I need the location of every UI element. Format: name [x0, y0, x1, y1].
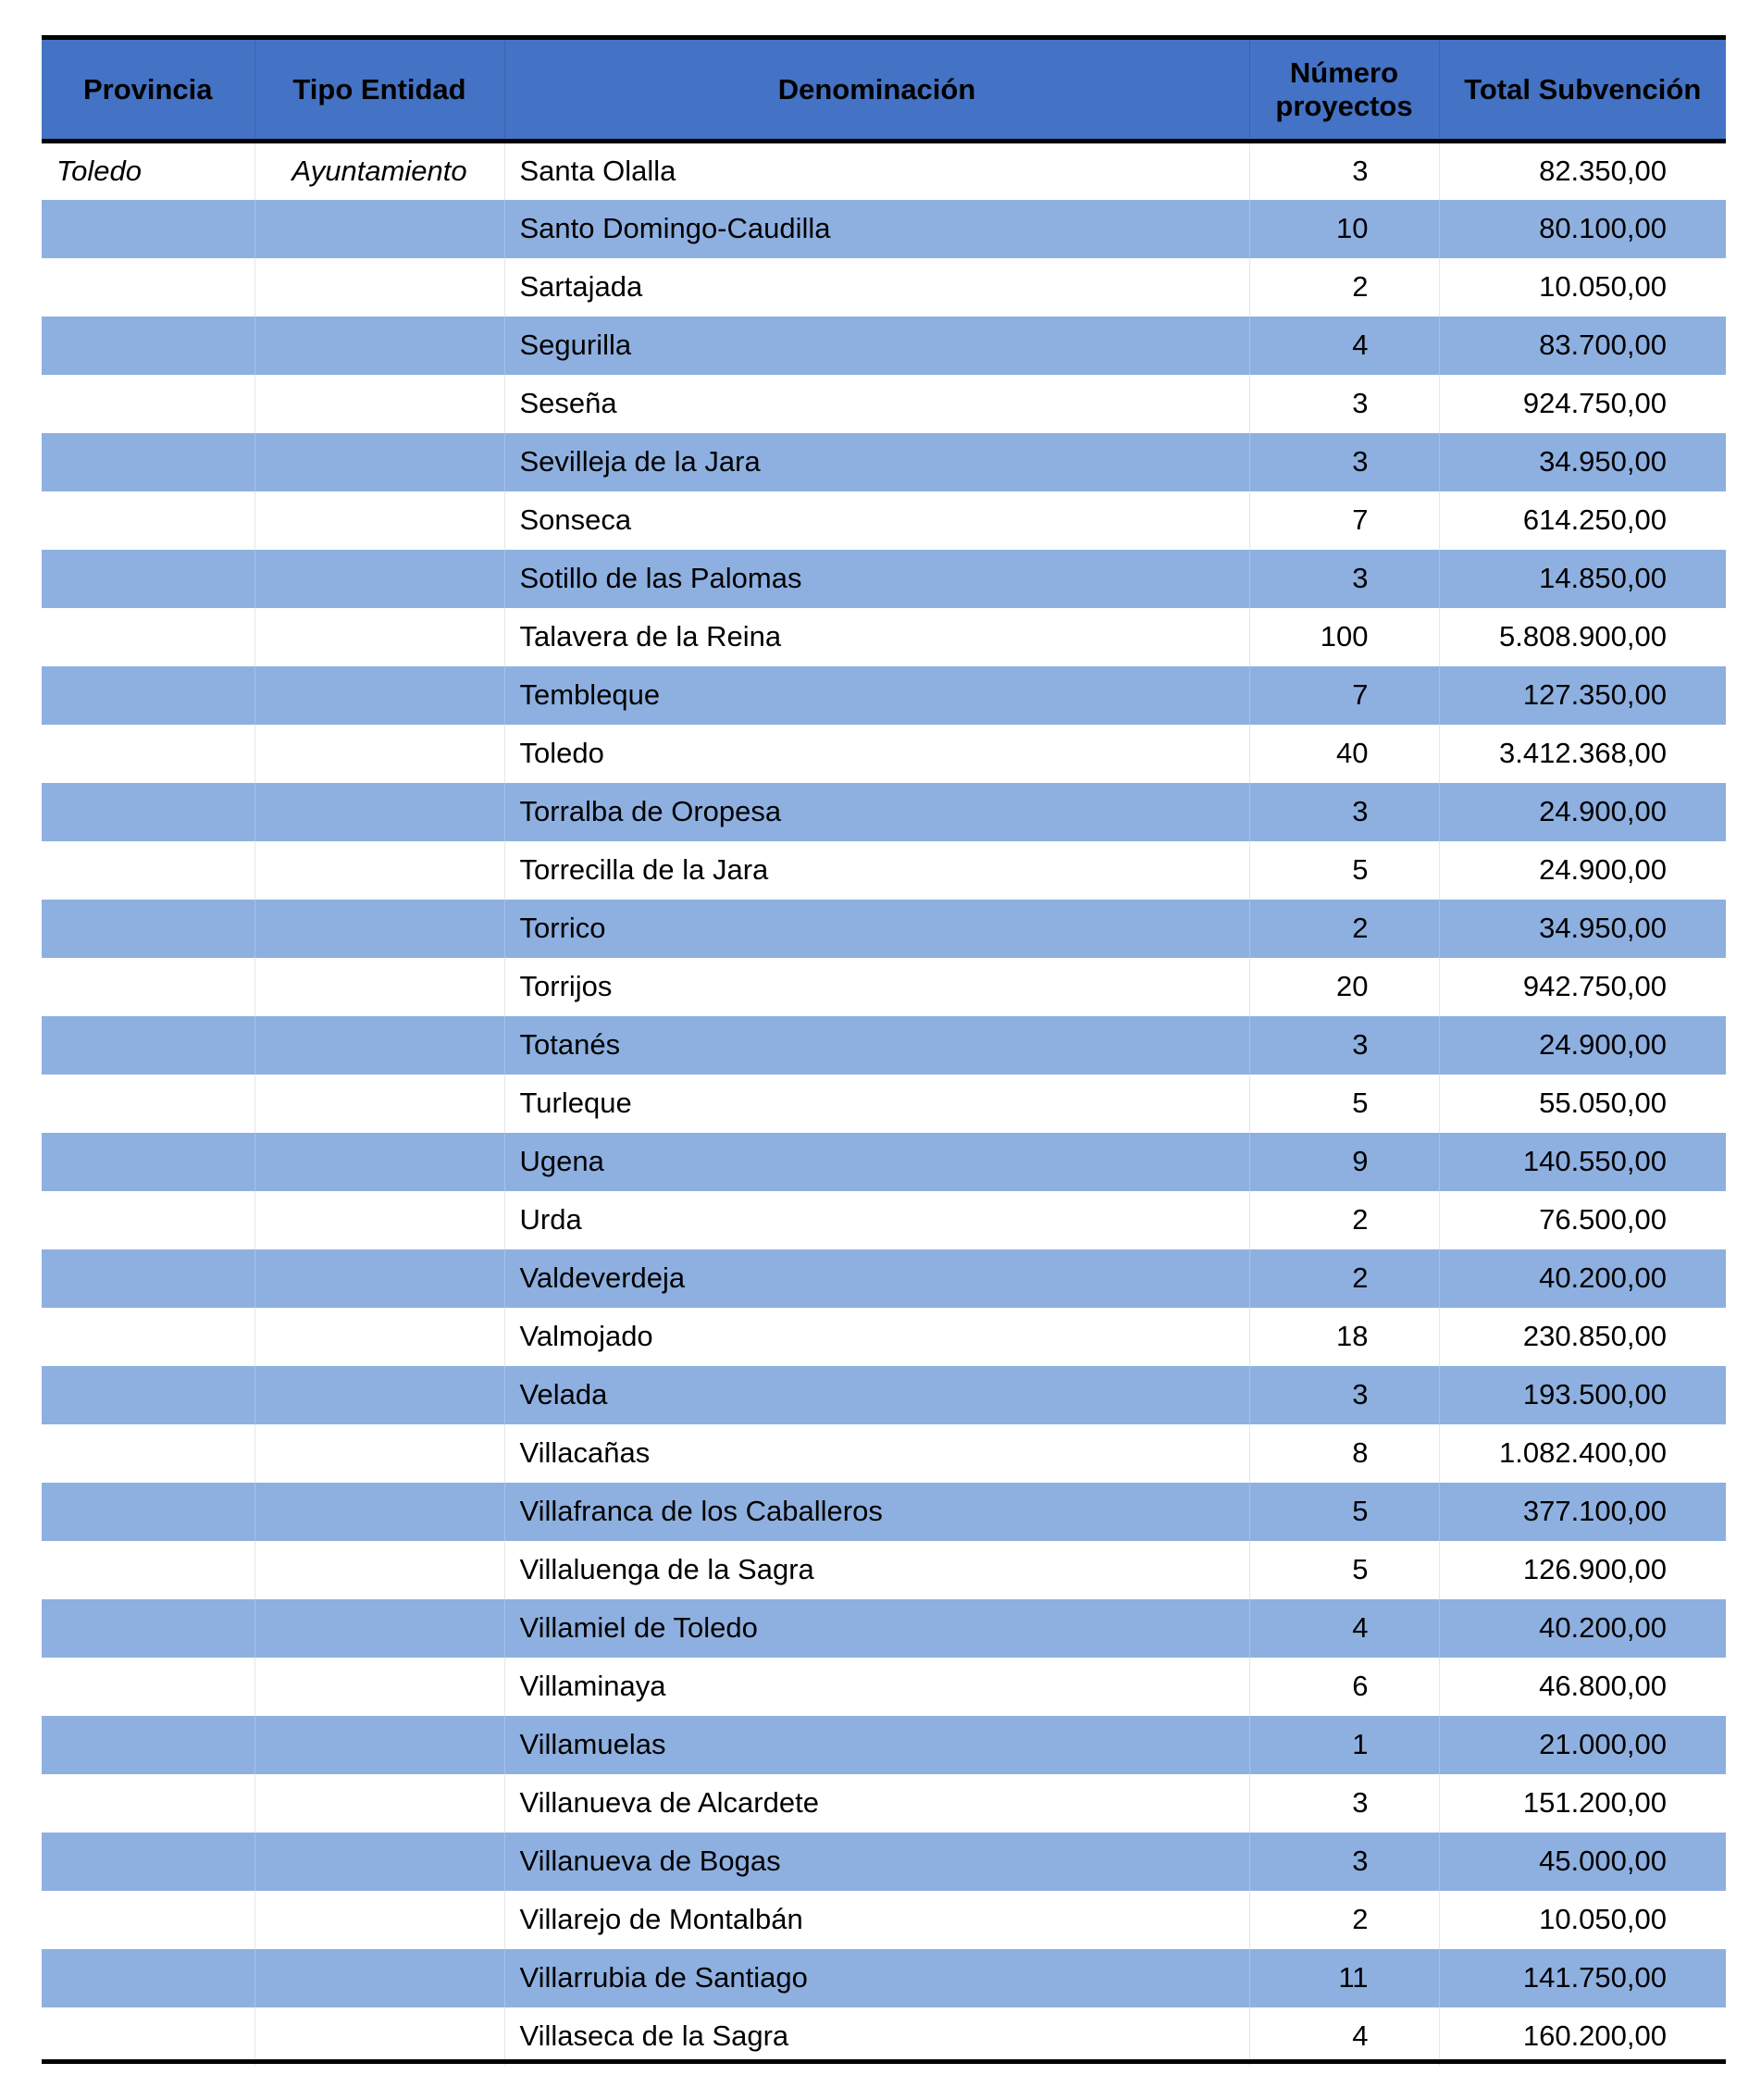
- total-subvencion-cell: 82.350,00: [1439, 142, 1726, 200]
- numero-proyectos-cell: 7: [1249, 666, 1439, 725]
- table-row: [42, 1366, 1726, 1424]
- denominacion-cell: Villacañas: [504, 1424, 1249, 1483]
- total-subvencion-cell: 193.500,00: [1439, 1366, 1726, 1424]
- numero-proyectos-cell: 2: [1249, 1891, 1439, 1949]
- tipo-entidad-cell: [254, 317, 504, 375]
- table-row: [42, 1599, 1726, 1658]
- numero-proyectos-cell: 10: [1249, 200, 1439, 258]
- provincia-cell: [42, 1424, 254, 1483]
- numero-proyectos-cell: 5: [1249, 841, 1439, 900]
- total-subvencion-cell: 924.750,00: [1439, 375, 1726, 433]
- numero-proyectos-cell: 9: [1249, 1133, 1439, 1191]
- numero-proyectos-cell: 4: [1249, 1599, 1439, 1658]
- numero-proyectos-cell: 20: [1249, 958, 1439, 1016]
- table-row: [42, 1016, 1726, 1075]
- header-numero-proyectos: Número proyectos: [1249, 38, 1439, 142]
- provincia-cell: [42, 1191, 254, 1249]
- provincia-cell: [42, 1599, 254, 1658]
- provincia-cell: [42, 2007, 254, 2066]
- table-row: [42, 375, 1726, 433]
- total-subvencion-cell: 83.700,00: [1439, 317, 1726, 375]
- tipo-entidad-cell: Ayuntamiento: [254, 142, 504, 200]
- total-subvencion-cell: 21.000,00: [1439, 1716, 1726, 1774]
- header-denominacion: Denominación: [504, 38, 1249, 142]
- denominacion-cell: Torrico: [504, 900, 1249, 958]
- total-subvencion-cell: 127.350,00: [1439, 666, 1726, 725]
- tipo-entidad-cell: [254, 666, 504, 725]
- table-row: [42, 841, 1726, 900]
- tipo-entidad-cell: [254, 1658, 504, 1716]
- table-row: [42, 550, 1726, 608]
- numero-proyectos-cell: 2: [1249, 258, 1439, 317]
- numero-proyectos-cell: 2: [1249, 1249, 1439, 1308]
- table-row: [42, 783, 1726, 841]
- denominacion-cell: Santa Olalla: [504, 142, 1249, 200]
- tipo-entidad-cell: [254, 1833, 504, 1891]
- numero-proyectos-cell: 18: [1249, 1308, 1439, 1366]
- table-bottom-rule: [42, 2059, 1726, 2064]
- tipo-entidad-cell: [254, 1541, 504, 1599]
- table-row: [42, 491, 1726, 550]
- denominacion-cell: Totanés: [504, 1016, 1249, 1075]
- total-subvencion-cell: 24.900,00: [1439, 841, 1726, 900]
- total-subvencion-cell: 14.850,00: [1439, 550, 1726, 608]
- denominacion-cell: Sonseca: [504, 491, 1249, 550]
- tipo-entidad-cell: [254, 1016, 504, 1075]
- numero-proyectos-cell: 3: [1249, 142, 1439, 200]
- provincia-cell: [42, 433, 254, 491]
- tipo-entidad-cell: [254, 783, 504, 841]
- header-total-subvencion: Total Subvención: [1439, 38, 1726, 142]
- total-subvencion-cell: 230.850,00: [1439, 1308, 1726, 1366]
- denominacion-cell: Torralba de Oropesa: [504, 783, 1249, 841]
- denominacion-cell: Ugena: [504, 1133, 1249, 1191]
- provincia-cell: [42, 1133, 254, 1191]
- denominacion-cell: Valmojado: [504, 1308, 1249, 1366]
- tipo-entidad-cell: [254, 200, 504, 258]
- provincia-cell: [42, 1949, 254, 2007]
- provincia-cell: [42, 1366, 254, 1424]
- provincia-cell: [42, 958, 254, 1016]
- provincia-cell: [42, 1249, 254, 1308]
- table-row: [42, 200, 1726, 258]
- tipo-entidad-cell: [254, 1774, 504, 1833]
- table-row: [42, 142, 1726, 200]
- table-row: [42, 1249, 1726, 1308]
- numero-proyectos-cell: 3: [1249, 1366, 1439, 1424]
- denominacion-cell: Sartajada: [504, 258, 1249, 317]
- numero-proyectos-cell: 5: [1249, 1483, 1439, 1541]
- denominacion-cell: Toledo: [504, 725, 1249, 783]
- total-subvencion-cell: 34.950,00: [1439, 433, 1726, 491]
- numero-proyectos-cell: 4: [1249, 2007, 1439, 2066]
- total-subvencion-cell: 55.050,00: [1439, 1075, 1726, 1133]
- table-row: [42, 1891, 1726, 1949]
- provincia-cell: [42, 1774, 254, 1833]
- total-subvencion-cell: 34.950,00: [1439, 900, 1726, 958]
- tipo-entidad-cell: [254, 375, 504, 433]
- total-subvencion-cell: 24.900,00: [1439, 1016, 1726, 1075]
- provincia-cell: [42, 1075, 254, 1133]
- tipo-entidad-cell: [254, 1191, 504, 1249]
- numero-proyectos-cell: 3: [1249, 783, 1439, 841]
- denominacion-cell: Villamuelas: [504, 1716, 1249, 1774]
- total-subvencion-cell: 126.900,00: [1439, 1541, 1726, 1599]
- total-subvencion-cell: 140.550,00: [1439, 1133, 1726, 1191]
- total-subvencion-cell: 10.050,00: [1439, 1891, 1726, 1949]
- total-subvencion-cell: 151.200,00: [1439, 1774, 1726, 1833]
- total-subvencion-cell: 1.082.400,00: [1439, 1424, 1726, 1483]
- denominacion-cell: Villaseca de la Sagra: [504, 2007, 1249, 2066]
- table-row: [42, 958, 1726, 1016]
- tipo-entidad-cell: [254, 900, 504, 958]
- denominacion-cell: Villamiel de Toledo: [504, 1599, 1249, 1658]
- provincia-cell: [42, 1833, 254, 1891]
- denominacion-cell: Segurilla: [504, 317, 1249, 375]
- provincia-cell: [42, 375, 254, 433]
- table-row: [42, 1075, 1726, 1133]
- provincia-cell: [42, 841, 254, 900]
- denominacion-cell: Torrijos: [504, 958, 1249, 1016]
- tipo-entidad-cell: [254, 433, 504, 491]
- table-row: [42, 1133, 1726, 1191]
- denominacion-cell: Velada: [504, 1366, 1249, 1424]
- tipo-entidad-cell: [254, 550, 504, 608]
- subsidy-table: [42, 35, 1726, 2066]
- numero-proyectos-cell: 3: [1249, 433, 1439, 491]
- total-subvencion-cell: 10.050,00: [1439, 258, 1726, 317]
- header-tipo-entidad-label: Tipo Entidad: [292, 72, 466, 106]
- tipo-entidad-cell: [254, 1075, 504, 1133]
- tipo-entidad-cell: [254, 958, 504, 1016]
- table-row: [42, 317, 1726, 375]
- table-row: [42, 433, 1726, 491]
- tipo-entidad-cell: [254, 1891, 504, 1949]
- numero-proyectos-cell: 100: [1249, 608, 1439, 666]
- table-header-row: [42, 38, 1726, 142]
- provincia-cell: [42, 900, 254, 958]
- denominacion-cell: Santo Domingo-Caudilla: [504, 200, 1249, 258]
- header-provincia: Provincia: [42, 38, 254, 142]
- total-subvencion-cell: 45.000,00: [1439, 1833, 1726, 1891]
- denominacion-cell: Talavera de la Reina: [504, 608, 1249, 666]
- tipo-entidad-cell: [254, 491, 504, 550]
- tipo-entidad-cell: [254, 2007, 504, 2066]
- total-subvencion-cell: 46.800,00: [1439, 1658, 1726, 1716]
- table-row: [42, 1424, 1726, 1483]
- table-row: [42, 1308, 1726, 1366]
- numero-proyectos-cell: 4: [1249, 317, 1439, 375]
- numero-proyectos-cell: 40: [1249, 725, 1439, 783]
- provincia-cell: [42, 608, 254, 666]
- denominacion-cell: Villaminaya: [504, 1658, 1249, 1716]
- provincia-cell: [42, 1716, 254, 1774]
- provincia-cell: [42, 725, 254, 783]
- table-body: [42, 142, 1726, 2066]
- table-row: [42, 1541, 1726, 1599]
- denominacion-cell: Tembleque: [504, 666, 1249, 725]
- tipo-entidad-cell: [254, 1599, 504, 1658]
- tipo-entidad-cell: [254, 1308, 504, 1366]
- denominacion-cell: Urda: [504, 1191, 1249, 1249]
- denominacion-cell: Turleque: [504, 1075, 1249, 1133]
- provincia-cell: [42, 550, 254, 608]
- provincia-cell: [42, 1483, 254, 1541]
- tipo-entidad-cell: [254, 1483, 504, 1541]
- provincia-cell: [42, 783, 254, 841]
- denominacion-cell: Villafranca de los Caballeros: [504, 1483, 1249, 1541]
- table-row: [42, 2007, 1726, 2066]
- numero-proyectos-cell: 5: [1249, 1075, 1439, 1133]
- total-subvencion-cell: 377.100,00: [1439, 1483, 1726, 1541]
- numero-proyectos-cell: 8: [1249, 1424, 1439, 1483]
- provincia-cell: [42, 491, 254, 550]
- numero-proyectos-cell: 6: [1249, 1658, 1439, 1716]
- provincia-cell: [42, 666, 254, 725]
- table-row: [42, 1949, 1726, 2007]
- numero-proyectos-cell: 5: [1249, 1541, 1439, 1599]
- table-row: [42, 666, 1726, 725]
- numero-proyectos-cell: 11: [1249, 1949, 1439, 2007]
- numero-proyectos-cell: 7: [1249, 491, 1439, 550]
- header-tipo-entidad: [254, 38, 504, 142]
- table-row: [42, 1774, 1726, 1833]
- tipo-entidad-cell: [254, 1249, 504, 1308]
- numero-proyectos-cell: 3: [1249, 1016, 1439, 1075]
- denominacion-cell: Sotillo de las Palomas: [504, 550, 1249, 608]
- total-subvencion-cell: 76.500,00: [1439, 1191, 1726, 1249]
- provincia-cell: [42, 258, 254, 317]
- provincia-cell: [42, 1308, 254, 1366]
- provincia-cell: Toledo: [56, 155, 142, 188]
- tipo-entidad-cell: [254, 841, 504, 900]
- total-subvencion-cell: 614.250,00: [1439, 491, 1726, 550]
- tipo-entidad-cell: [254, 1716, 504, 1774]
- tipo-entidad-cell: [254, 608, 504, 666]
- denominacion-cell: Torrecilla de la Jara: [504, 841, 1249, 900]
- numero-proyectos-cell: 2: [1249, 1191, 1439, 1249]
- provincia-cell: [42, 1016, 254, 1075]
- denominacion-cell: Villarejo de Montalbán: [504, 1891, 1249, 1949]
- total-subvencion-cell: 5.808.900,00: [1439, 608, 1726, 666]
- total-subvencion-cell: 80.100,00: [1439, 200, 1726, 258]
- denominacion-cell: Villaluenga de la Sagra: [504, 1541, 1249, 1599]
- numero-proyectos-cell: 1: [1249, 1716, 1439, 1774]
- numero-proyectos-cell: 2: [1249, 900, 1439, 958]
- table-row: [42, 608, 1726, 666]
- total-subvencion-cell: 40.200,00: [1439, 1249, 1726, 1308]
- table-row: [42, 1483, 1726, 1541]
- table-row: [42, 258, 1726, 317]
- numero-proyectos-cell: 3: [1249, 550, 1439, 608]
- total-subvencion-cell: 3.412.368,00: [1439, 725, 1726, 783]
- denominacion-cell: Valdeverdeja: [504, 1249, 1249, 1308]
- table-row: [42, 725, 1726, 783]
- table-row: [42, 1716, 1726, 1774]
- tipo-entidad-cell: [254, 1424, 504, 1483]
- numero-proyectos-cell: 3: [1249, 375, 1439, 433]
- numero-proyectos-cell: 3: [1249, 1833, 1439, 1891]
- total-subvencion-cell: 942.750,00: [1439, 958, 1726, 1016]
- tipo-entidad-cell: [254, 1949, 504, 2007]
- denominacion-cell: Seseña: [504, 375, 1249, 433]
- provincia-cell: [42, 200, 254, 258]
- total-subvencion-cell: 40.200,00: [1439, 1599, 1726, 1658]
- total-subvencion-cell: 141.750,00: [1439, 1949, 1726, 2007]
- denominacion-cell: Villanueva de Alcardete: [504, 1774, 1249, 1833]
- table-row: [42, 1191, 1726, 1249]
- denominacion-cell: Villanueva de Bogas: [504, 1833, 1249, 1891]
- tipo-entidad-cell: [254, 1366, 504, 1424]
- tipo-entidad-cell: [254, 258, 504, 317]
- denominacion-cell: Villarrubia de Santiago: [504, 1949, 1249, 2007]
- table-row: [42, 1658, 1726, 1716]
- table-row: [42, 900, 1726, 958]
- provincia-cell: [42, 1541, 254, 1599]
- tipo-entidad-cell: [254, 725, 504, 783]
- tipo-entidad-cell: [254, 1133, 504, 1191]
- table-row: [42, 1833, 1726, 1891]
- total-subvencion-cell: 160.200,00: [1439, 2007, 1726, 2066]
- provincia-cell: [42, 1658, 254, 1716]
- denominacion-cell: Sevilleja de la Jara: [504, 433, 1249, 491]
- provincia-cell: [42, 1891, 254, 1949]
- numero-proyectos-cell: 3: [1249, 1774, 1439, 1833]
- total-subvencion-cell: 24.900,00: [1439, 783, 1726, 841]
- provincia-cell: [42, 317, 254, 375]
